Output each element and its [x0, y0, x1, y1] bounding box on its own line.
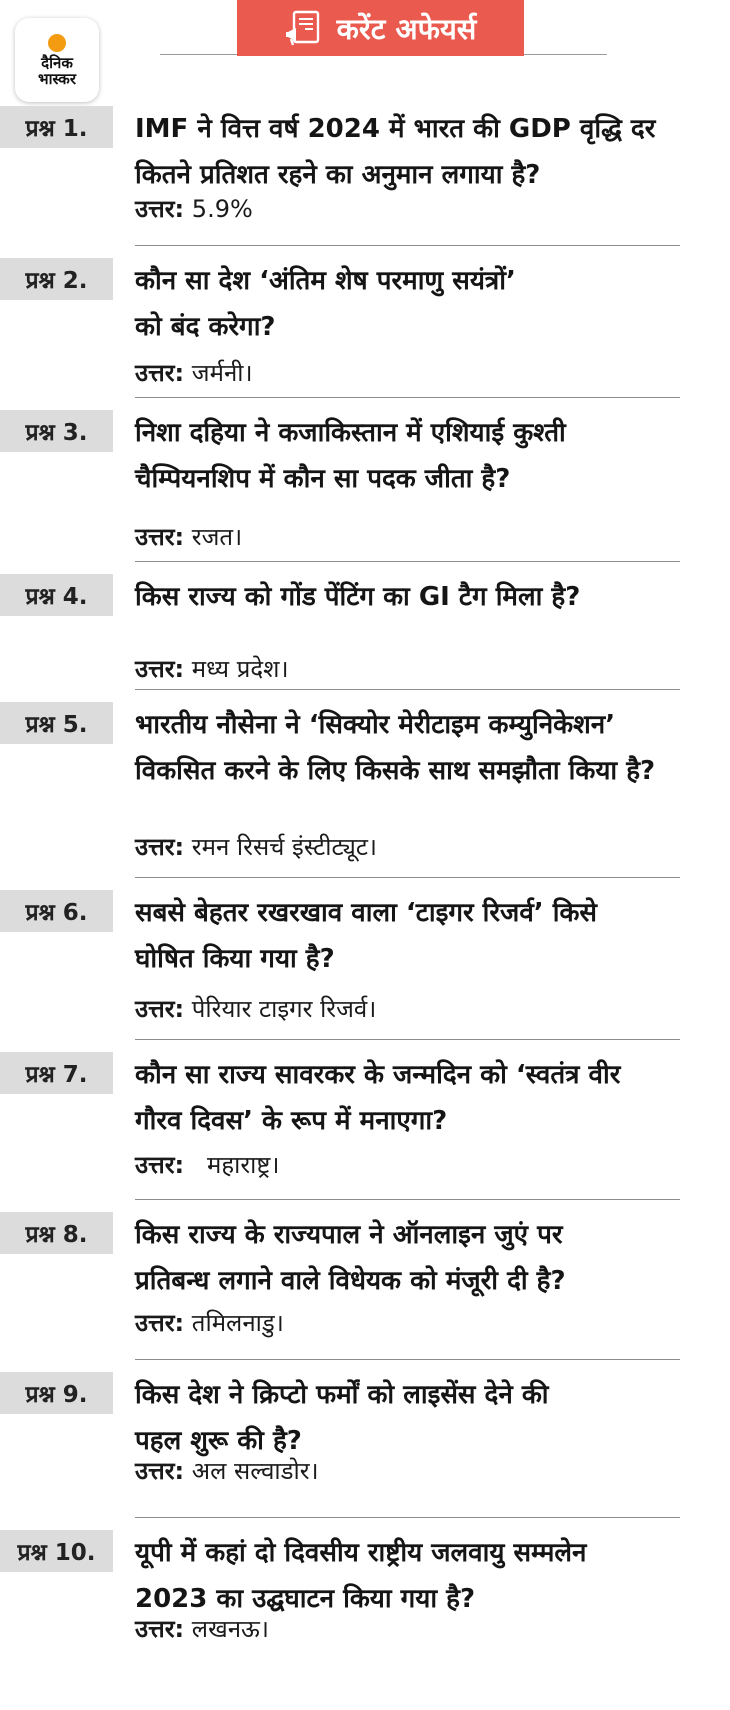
answer-value: रमन रिसर्च इंस्टीट्यूट।	[191, 833, 378, 861]
answer-line	[135, 992, 376, 1026]
answer-line	[135, 1454, 319, 1488]
item-divider	[135, 1199, 680, 1200]
question-text: निशा दहिया ने कजाकिस्तान में एशियाई कुश्ती चैम्पियनशिप में कौन सा पदक जीता है?	[135, 418, 566, 494]
question-text: भारतीय नौसेना ने ‘सिक्योर मेरीटाइम कम्युनिकेशन’ विकसित करने के लिए किसके साथ समझौता किया है?	[135, 710, 656, 786]
question-text: यूपी में कहां दो दिवसीय राष्ट्रीय जलवायु सम्मलेन 2023 का उद्घघाटन किया गया है?	[135, 1538, 587, 1614]
answer-value: तमिलनाडु।	[191, 1309, 284, 1337]
question-text: किस राज्य को गोंड पेंटिंग का GI टैग मिला है?	[135, 582, 581, 612]
answer-value: महाराष्ट्र।	[207, 1151, 280, 1179]
item-divider	[135, 689, 680, 690]
newspaper-megaphone-icon	[285, 8, 325, 48]
answer-line	[135, 1612, 269, 1646]
answer-line	[135, 652, 289, 686]
answer-label: उत्तर:	[135, 995, 185, 1023]
item-divider	[135, 245, 680, 246]
question-number-tag: प्रश्न 4.	[0, 574, 113, 616]
answer-value: 5.9%	[191, 195, 253, 223]
question-number-tag: प्रश्न 6.	[0, 890, 113, 932]
answer-line	[135, 1148, 280, 1182]
logo-sun-dot	[48, 34, 66, 52]
answer-line	[135, 1306, 284, 1340]
question-number-tag: प्रश्न 10.	[0, 1530, 113, 1572]
item-divider	[135, 561, 680, 562]
question-text: IMF ने वित्त वर्ष 2024 में भारत की GDP वृद्धि दर कितने प्रतिशत रहने का अनुमान लगाया है?	[135, 114, 656, 190]
logo-text-line2: भास्कर	[38, 69, 76, 88]
item-divider	[135, 397, 680, 398]
banner-title: करेंट अफेयर्स	[336, 11, 477, 46]
answer-value: रजत।	[191, 523, 243, 551]
question-text: कौन सा राज्य सावरकर के जन्मदिन को ‘स्वतंत्र वीर गौरव दिवस’ के रूप में मनाएगा?	[135, 1060, 621, 1136]
answer-value: जर्मनी।	[191, 359, 253, 387]
answer-label: उत्तर:	[135, 1615, 185, 1643]
question-number-tag: प्रश्न 3.	[0, 410, 113, 452]
item-divider	[135, 1359, 680, 1360]
question-number-tag: प्रश्न 9.	[0, 1372, 113, 1414]
answer-value: अल सल्वाडोर।	[191, 1457, 319, 1485]
question-text: सबसे बेहतर रखरखाव वाला ‘टाइगर रिजर्व’ किसे घोषित किया गया है?	[135, 898, 597, 974]
question-text: किस देश ने क्रिप्टो फर्मों को लाइसेंस देने की पहल शुरू की है?	[135, 1380, 549, 1456]
answer-label: उत्तर:	[135, 1457, 185, 1485]
question-text: किस राज्य के राज्यपाल ने ऑनलाइन जुएं पर प्रतिबन्ध लगाने वाले विधेयक को मंजूरी दी है?	[135, 1220, 566, 1296]
answer-label: उत्तर:	[135, 655, 185, 683]
question-number-tag: प्रश्न 1.	[0, 106, 113, 148]
question-text: कौन सा देश ‘अंतिम शेष परमाणु सयंत्रों’ को बंद करेगा?	[135, 266, 516, 342]
answer-line	[135, 520, 242, 554]
answer-line	[135, 356, 253, 390]
question-number-tag: प्रश्न 8.	[0, 1212, 113, 1254]
answer-label: उत्तर:	[135, 195, 185, 223]
answer-value: मध्य प्रदेश।	[191, 655, 289, 683]
item-divider	[135, 1039, 680, 1040]
answer-label: उत्तर:	[135, 359, 185, 387]
answer-line	[135, 830, 377, 864]
answer-value: पेरियार टाइगर रिजर्व।	[191, 995, 377, 1023]
item-divider	[135, 877, 680, 878]
question-number-tag: प्रश्न 7.	[0, 1052, 113, 1094]
answer-label: उत्तर:	[135, 523, 185, 551]
question-number-tag: प्रश्न 5.	[0, 702, 113, 744]
answer-line	[135, 192, 253, 226]
item-divider	[135, 1517, 680, 1518]
question-number-tag: प्रश्न 2.	[0, 258, 113, 300]
logo-text-line1: दैनिक	[41, 53, 73, 72]
answer-label: उत्तर:	[135, 833, 185, 861]
answer-value: लखनऊ।	[191, 1615, 269, 1643]
dainik-bhaskar-logo	[15, 18, 99, 102]
answer-label: उत्तर:	[135, 1309, 185, 1337]
section-banner	[237, 0, 524, 56]
answer-label: उत्तर:	[135, 1151, 185, 1179]
